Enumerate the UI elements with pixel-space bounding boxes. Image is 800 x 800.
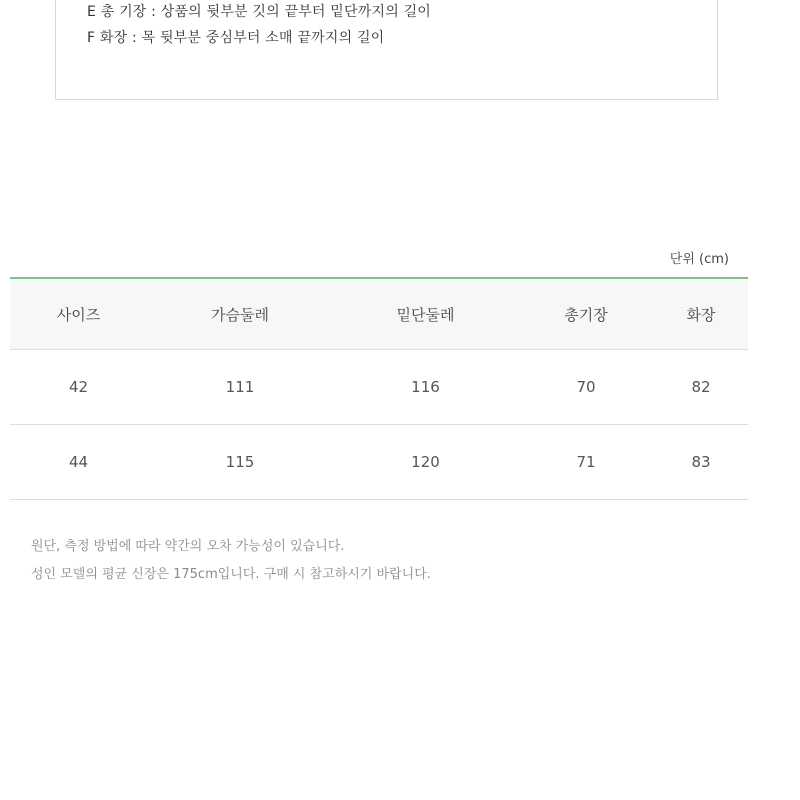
note-model-height: 성인 모델의 평균 신장은 175cm입니다. 구매 시 참고하시기 바랍니다.: [31, 567, 431, 582]
header-total-length: 총기장: [518, 278, 654, 350]
size-table: [10, 277, 748, 500]
header-sleeve-length: 화장: [654, 278, 748, 350]
cell-chest: 111: [147, 350, 333, 425]
guide-line-total-length: E 총 기장 : 상품의 뒷부분 깃의 끝부터 밑단까지의 길이: [87, 4, 432, 20]
cell-sleeve-length: 83: [654, 425, 748, 500]
cell-hem: 116: [333, 350, 518, 425]
cell-sleeve-length: 82: [654, 350, 748, 425]
table-header-row: [10, 278, 748, 350]
cell-size: 42: [10, 350, 147, 425]
guide-line-sleeve-length: F 화장 : 목 뒷부분 중심부터 소매 끝까지의 길이: [87, 30, 385, 46]
table-row: [10, 350, 748, 425]
cell-total-length: 70: [518, 350, 654, 425]
unit-label: 단위 (cm): [669, 252, 729, 267]
header-chest: 가슴둘레: [147, 278, 333, 350]
cell-total-length: 71: [518, 425, 654, 500]
header-hem: 밑단둘레: [333, 278, 518, 350]
cell-hem: 120: [333, 425, 518, 500]
cell-chest: 115: [147, 425, 333, 500]
table-row: [10, 425, 748, 500]
header-size: 사이즈: [10, 278, 147, 350]
cell-size: 44: [10, 425, 147, 500]
note-measurement-tolerance: 원단, 측정 방법에 따라 약간의 오차 가능성이 있습니다.: [31, 539, 345, 554]
